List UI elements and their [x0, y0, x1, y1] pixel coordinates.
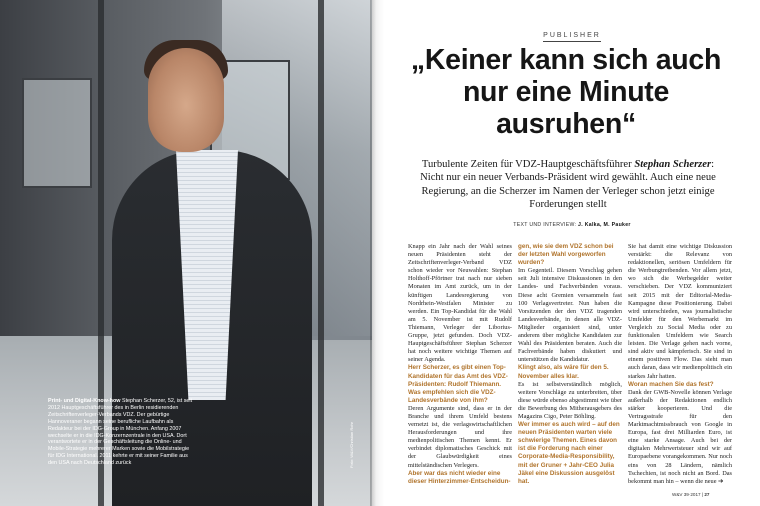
section-kicker: PUBLISHER: [543, 32, 601, 42]
deck-name: Stephan Scherzer: [634, 159, 712, 170]
text-column-2: [518, 243, 622, 486]
photo-caption: [48, 398, 196, 467]
page-number: 27: [704, 492, 710, 497]
deck-part-1: Turbulente Zeiten für VDZ-Hauptgeschäftsführer: [421, 159, 632, 170]
interview-question: Herr Scherzer, es gibt einen Top-Kandidaten für das Amt des VDZ-Präsidenten: Rudolf Thiemann. Was empfehlen sich die VDZ-Landesverbände von ihm?: [408, 364, 508, 404]
caption-lead: Print- und Digital-Know-how: [48, 398, 121, 404]
body-text: Deren Argumente sind, dass er in der Branche und ihrem Umfeld bestens vernetzt ist, die verlagswirtschaftlichen Herausforderungen und ihre medienpolitischen Themen kennt. Er verbindet diplomatisches Geschick mit der Glaubwürdigkeit eines mittelständischen Verlegers.: [408, 404, 512, 469]
text-column-3: [628, 243, 732, 486]
body-text: Im Gegenteil. Diesem Vorschlag gehen seit Juli intensive Diskussionen in den Landes- und Fachverbänden voraus. Diese acht Gremien versammeln fast 100 Verlagsvertreter. Nun haben die Vorsitzenden der den VDZ tragenden Landesverbände, in denen alle VDZ-Mitglieder organisiert sind, unter anderem über mögliche Kandidaten zur Wahl des Präsidenten beraten. Auch die Fachverbände haben diskutiert und unterstützen die Kandidatur.: [518, 267, 622, 364]
page-folio: W&V 39·2017 | 27: [672, 492, 710, 497]
background-window: [22, 78, 92, 188]
body-text: Sie hat damit eine wichtige Diskussion verstärkt: die Relevanz von redaktionellen, seriösen Umfeldern für die Werbungtreibenden. Vor allem jetzt, wo sich die Werbegelder weiter verschieben. Der VDZ kommuniziert seit 2015 mit der Editorial-Media-Kampagne diese Positionierung. Dabei wird unterschieden, was journalistische Umfelder für den Werbemarkt im Vergleich zu Social Media oder zu funktionalen Umfeldern wie Search leisten. Die Verlage gehen nach vorne, sind aktiv und kämpferisch. Sie sind in einem positiven Flow. Das sieht man auch daran, dass wir medienpolitisch ein starkes Jahr hatten.: [628, 243, 732, 380]
text-column-1: [408, 243, 512, 486]
kicker-wrap: [540, 24, 604, 42]
interview-question: Aber war das nicht wieder eine dieser Hinterzimmer-Entscheidun-: [408, 469, 511, 485]
headline-line-1: „Keiner kann sich auch: [410, 44, 722, 76]
interview-question: gen, wie sie dem VDZ schon bei der letzten Wahl vorgeworfen wurden?: [518, 243, 614, 267]
headline-line-3: ausruhen“: [496, 108, 636, 140]
body-text: Dank der GWB-Novelle können Verlage außerhalb der Redaktionen endlich stärker kooperieren. Und die Vertragsstrafe für den Marktmachtmissbrauch von Google in Europa, fast drei Milliarden Euro, ist eine starke Ansage. Auch bei der digitalen Mehrwertsteuer sind wir auf Europaebene vorangekommen. Nur noch eins von 28 Ländern, nämlich Tschechien, ist noch nicht an Bord. Das bekommt man hin – wenn die neue ➔: [628, 388, 732, 485]
body-text: Es ist selbstverständlich möglich, weitere Vorschläge zu unterbreiten, über diese würde ebenso abgestimmt wie über die Bewerbung des Mitherausgebers des Magazins Cigo, Peter Böhling.: [518, 380, 622, 420]
issue-label: W&V 39·2017: [672, 492, 701, 497]
byline: [412, 222, 732, 228]
interview-question: Klingt also, als wäre für den 5. November alles klar.: [518, 364, 609, 380]
page-gutter: [370, 0, 384, 506]
headline-line-2: nur eine Minute: [462, 76, 670, 108]
caption-body: Stephan Scherzer, 52, ist seit 2012 Hauptgeschäftsführer des in Berlin residierenden Zeitschriftenverleger-Verbands VDZ. Der gebürtige Hannoveraner begann seine berufliche Laufbahn als Redakteur bei der IDG-Group in München. Anfang 2007 wechselte er in die IDG-Konzernzentrale in den USA. Dort verantwortete er in der Geschäftsleitung die Online- und Mobile-Strategie mehrerer Marken sowie die Mobilstrategie für IDG International. 2011 kehrte er mit seiner Familie aus den USA nach Deutschland zurück: [48, 398, 193, 467]
person-head: [148, 48, 224, 152]
interview-question: Woran machen Sie das fest?: [628, 380, 714, 388]
headline: [392, 44, 740, 140]
glass-frame: [318, 0, 324, 506]
interview-question: Wer immer es auch wird – auf den neuen Präsidenten warten viele schwierige Themen. Eines davon ist die Forderung nach einer Corporate-Media-Responsibility, mit der Gruner + Jahr-CEO Julia Jäkel eine Diskussion ausgelöst hat.: [518, 421, 620, 485]
deck: [410, 158, 726, 212]
body-text: Knapp ein Jahr nach der Wahl seines neuen Präsidenten steht der Zeitschriftenverleger-Verband VDZ schon wieder vor Neuwahlen: Stephan Holthoff-Pförtner trat nach nur sieben Monaten im Amt zurück, um in der künftigen Landesregierung von Nordrhein-Westfalen Minister zu werden. Ein Top-Kandidat für die Wahl am 5. November ist mit Rudolf Thiemann, Verleger der Liborius-Gruppe, jetzt gefunden. Doch VDZ-Hauptgeschäftsführer Stephan Scherzer hat noch weitere wichtige Themen auf seiner Agenda.: [408, 243, 512, 364]
cover-photo: [0, 0, 372, 506]
byline-label: TEXT UND INTERVIEW:: [513, 222, 577, 228]
byline-names: J. Kalka, M. Pauker: [578, 222, 631, 228]
deck-part-2: : Nicht nur ein neuer Verbands-Präsident wird gewählt. Auch eine neue Regierung, an die Scherzer im Namen der Verleger schon jetzt einige Forderungen stellt: [420, 159, 716, 211]
photo-credit: Foto: W&V/Christian Rohr: [349, 421, 354, 468]
